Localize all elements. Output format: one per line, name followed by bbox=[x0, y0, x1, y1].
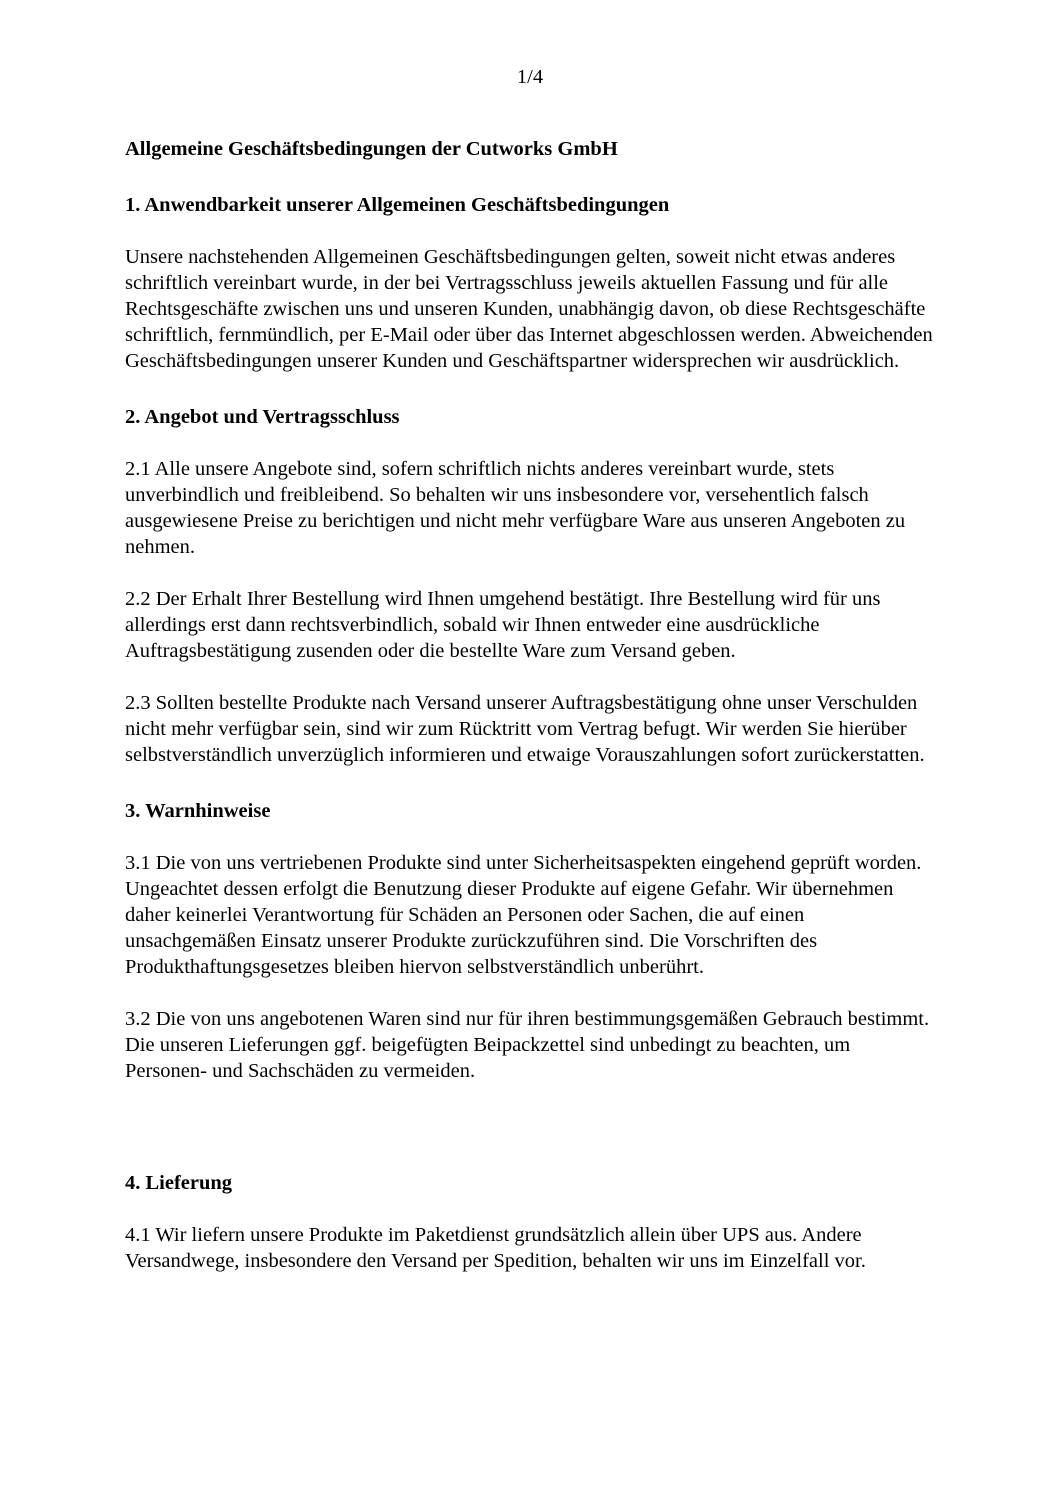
section-anwendbarkeit bbox=[125, 192, 935, 374]
section-warnhinweise bbox=[125, 798, 935, 1084]
section-1-paragraph-1: Unsere nachstehenden Allgemeinen Geschäftsbedingungen gelten, soweit nicht etwas anderes schriftlich vereinbart wurde, in der bei Vertragsschluss jeweils aktuellen Fassung und für alle Rechtsgeschäfte zwischen uns und unseren Kunden, unabhängig davon, ob diese Rechtsgeschäfte schriftlich, fernmündlich, per E-Mail oder über das Internet abgeschlossen werden. Abweichenden Geschäftsbedingungen unserer Kunden und Geschäftspartner widersprechen wir ausdrücklich. bbox=[125, 246, 933, 372]
section-angebot-vertragsschluss bbox=[125, 404, 935, 768]
document-title: Allgemeine Geschäftsbedingungen der Cutworks GmbH bbox=[125, 138, 618, 160]
section-2-paragraph-2-1: 2.1 Alle unsere Angebote sind, sofern schriftlich nichts anderes vereinbart wurde, stets unverbindlich und freibleibend. So behalten wir uns insbesondere vor, versehentlich falsch ausgewiesene Preise zu berichtigen und nicht mehr verfügbare Ware aus unseren Angeboten zu nehmen. bbox=[125, 458, 906, 558]
section-2-heading: 2. Angebot und Vertragsschluss bbox=[125, 406, 400, 428]
section-4-paragraph-4-1: 4.1 Wir liefern unsere Produkte im Paketdienst grundsätzlich allein über UPS aus. Andere Versandwege, insbesondere den Versand per Spedition, behalten wir uns im Einzelfall vor. bbox=[125, 1224, 866, 1272]
section-3-heading: 3. Warnhinweise bbox=[125, 800, 271, 822]
section-2-paragraph-2-3: 2.3 Sollten bestellte Produkte nach Versand unserer Auftragsbestätigung ohne unser Verschulden nicht mehr verfügbar sein, sind wir zum Rücktritt vom Vertrag befugt. Wir werden Sie hierüber selbstverständlich unverzüglich informieren und etwaige Vorauszahlungen sofort zurückerstatten. bbox=[125, 692, 925, 766]
section-3-paragraph-3-2: 3.2 Die von uns angebotenen Waren sind nur für ihren bestimmungsgemäßen Gebrauch bestimmt. Die unseren Lieferungen ggf. beigefügten Beipackzettel sind unbedingt zu beachten, um Personen- und Sachschäden zu vermeiden. bbox=[125, 1008, 930, 1082]
section-1-heading: 1. Anwendbarkeit unserer Allgemeinen Geschäftsbedingungen bbox=[125, 194, 670, 216]
section-4-heading: 4. Lieferung bbox=[125, 1172, 233, 1194]
page-number: 1/4 bbox=[516, 66, 544, 88]
section-2-paragraph-2-2: 2.2 Der Erhalt Ihrer Bestellung wird Ihnen umgehend bestätigt. Ihre Bestellung wird für uns allerdings erst dann rechtsverbindlich, sobald wir Ihnen entweder eine ausdrückliche Auftragsbestätigung zusenden oder die bestellte Ware zum Versand geben. bbox=[125, 588, 881, 662]
section-3-paragraph-3-1: 3.1 Die von uns vertriebenen Produkte sind unter Sicherheitsaspekten eingehend geprüft worden. Ungeachtet dessen erfolgt die Benutzung dieser Produkte auf eigene Gefahr. Wir übernehmen daher keinerlei Verantwortung für Schäden an Personen oder Sachen, die auf einen unsachgemäßen Einsatz unserer Produkte zurückzuführen sind. Die Vorschriften des Produkthaftungsgesetzes bleiben hiervon selbstverständlich unberührt. bbox=[125, 852, 922, 978]
section-lieferung bbox=[125, 1170, 935, 1274]
